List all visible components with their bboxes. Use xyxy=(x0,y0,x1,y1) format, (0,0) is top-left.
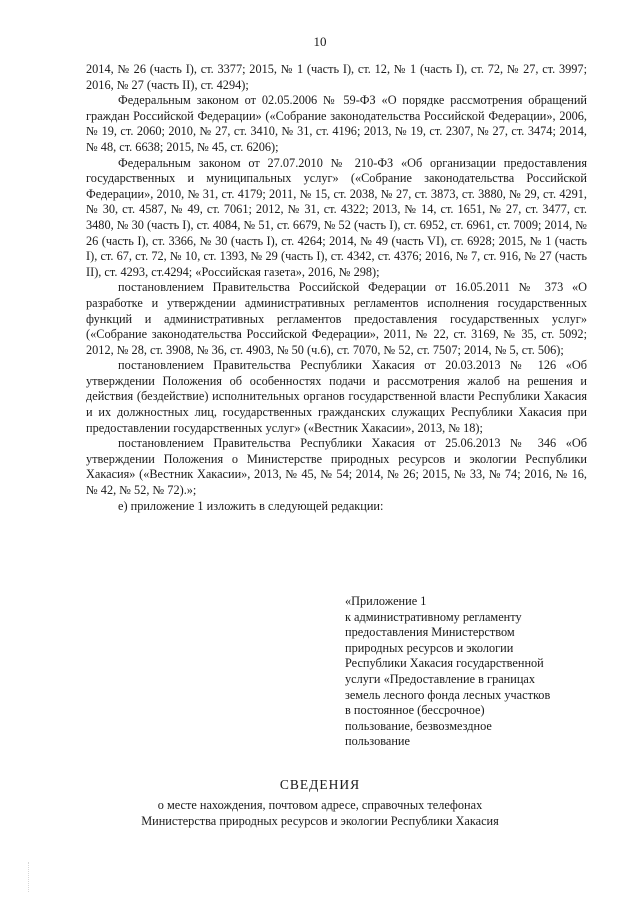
section-subtitle-line-1: о месте нахождения, почтовом адресе, справочных телефонах xyxy=(157,798,483,812)
document-body xyxy=(86,62,587,514)
appendix-line: природных ресурсов и экологии xyxy=(345,640,514,655)
section-title: СВЕДЕНИЯ xyxy=(279,777,361,792)
paragraph-3: Федеральным законом от 27.07.2010 № 210-ФЗ «Об организации предоставления государственных и муниципальных услуг» («Собрание законодательства Российской Федерации», 2010, № 31, ст. 4179; 2011, № 15, ст. 2038, № 27, ст. 3873, ст. 3880, № 29, ст. 4291, № 30, ст. 4587, № 49, ст. 7061; 2012, № 31, ст. 4322; 2013, № 14, ст. 1651, № 27, ст. 3477, ст. 3480, № 30 (часть I), ст. 4084, № 51, ст. 6679, № 52 (часть I), ст. 6952, ст. 6961, ст. 7009; 2014, № 26 (часть I), ст. 3366, № 30 (часть I), ст. 4264; 2014, № 49 (часть VI), ст. 6928; 2015, № 1 (часть I), ст. 67, ст. 72, № 10, ст. 1393, № 29 (часть I), ст. 4342, ст. 4376; 2016, № 7, ст. 916, № 27 (часть II), ст. 4293, ст.4294; «Российская газета», 2016, № 298); xyxy=(86,155,587,279)
appendix-header xyxy=(345,594,595,750)
paragraph-2: Федеральным законом от 02.05.2006 № 59-ФЗ «О порядке рассмотрения обращений граждан Российской Федерации» («Собрание законодательства Российской Федерации», 2006, № 19, ст. 2060; 2010, № 27, ст. 3410, № 31, ст. 4196; 2013, № 19, ст. 2307, № 27, ст. 3474; 2014, № 48, ст. 6638; 2015, № 45, ст. 6206); xyxy=(86,93,587,154)
appendix-line: Республики Хакасия государственной xyxy=(345,656,544,671)
appendix-line: к административному регламенту xyxy=(345,609,522,624)
section-subtitle-line-2: Министерства природных ресурсов и экологии Республики Хакасия xyxy=(141,813,499,828)
appendix-line: пользование, безвозмездное xyxy=(345,718,492,733)
paragraph-6: постановлением Правительства Республики Хакасия от 25.06.2013 № 346 «Об утверждении Положения о Министерстве природных ресурсов и экологии Республики Хакасия» («Вестник Хакасии», 2013, № 45, № 54; 2014, № 26; 2015, № 33, № 74; 2016, № 16, № 42, № 52, № 72).»; xyxy=(86,436,587,498)
appendix-line: пользование xyxy=(345,734,410,749)
appendix-line: земель лесного фонда лесных участков xyxy=(345,687,551,702)
paragraph-5: постановлением Правительства Республики Хакасия от 20.03.2013 № 126 «Об утверждении Положения об особенностях подачи и рассмотрения жалоб на решения и действия (бездействие) исполнительных органов государственной власти Республики Хакасия и их должностных лиц, государственных гражданских служащих Республики Хакасия при предоставлении государственных услуг» («Вестник Хакасии», 2013, № 18); xyxy=(86,358,587,435)
appendix-line: предоставления Министерством xyxy=(345,625,515,640)
paragraph-4: постановлением Правительства Российской Федерации от 16.05.2011 № 373 «О разработке и утверждении административных регламентов исполнения государственных функций и административных регламентов предоставления государственных услуг» («Собрание законодательства Российской Федерации», 2011, № 22, ст. 3169, № 35, ст. 5092; 2012, № 28, ст. 3908, № 36, ст. 4903, № 50 (ч.6), ст. 7070, № 52, ст. 7507; 2014, № 5, ст. 506); xyxy=(86,280,587,357)
paragraph-7: е) приложение 1 изложить в следующей редакции: xyxy=(118,498,384,513)
appendix-line: «Приложение 1 xyxy=(345,594,427,608)
section-subtitle xyxy=(0,798,640,829)
paragraph-1: 2014, № 26 (часть I), ст. 3377; 2015, № 1 (часть I), ст. 12, № 1 (часть I), ст. 72, № 27, ст. 3997; 2016, № 27 (часть II), ст. 4294); xyxy=(86,62,587,92)
appendix-line: услуги «Предоставление в границах xyxy=(345,671,536,686)
scan-margin-mark xyxy=(28,862,47,892)
page-number: 10 xyxy=(313,34,327,49)
appendix-line: в постоянное (бессрочное) xyxy=(345,703,485,718)
